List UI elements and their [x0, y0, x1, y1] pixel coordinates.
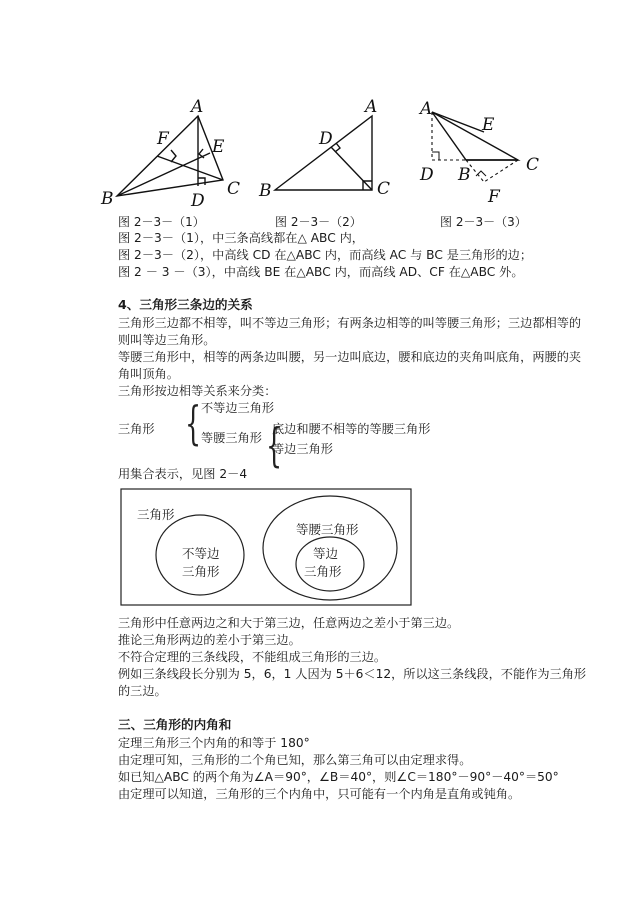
venn-label-isosceles: 等腰三角形 [296, 522, 359, 537]
paragraph: 由定理可知，三角形的二个角已知，那么第三角可以由定理求得。 [118, 753, 472, 767]
note-2: 图 2－3－（2），中高线 CD 在△ABC 内，而高线 AC 与 BC 是三角形的边； [118, 248, 533, 262]
venn-label-left: 三角形 [182, 564, 220, 579]
paragraph: 三角形按边相等关系来分类： [118, 384, 277, 398]
paragraph: 三角形三边都不相等，叫不等边三角形；有两条边相等的叫等腰三角形；三边都相等的 [118, 316, 582, 330]
paragraph: 角叫顶角。 [118, 367, 179, 381]
figure-2-3-2 [255, 98, 405, 208]
label-B: B [101, 189, 114, 209]
classification-item: 底边和腰不相等的等腰三角形 [272, 422, 431, 436]
note-1: 图 2－3－（1），中三条高线都在△ ABC 内， [118, 231, 364, 245]
brace-icon: { [266, 418, 283, 472]
label-D: D [319, 129, 333, 149]
paragraph: 推论三角形两边的差小于第三边。 [118, 633, 301, 647]
classification-item: 等边三角形 [272, 442, 333, 456]
paragraph: 三角形中任意两边之和大于第三边，任意两边之差小于第三边。 [118, 616, 460, 630]
paragraph: 例如三条线段长分别为 5，6，1 人因为 5＋6＜12，所以这三条线段，不能作为三角形 [118, 667, 587, 681]
label-C: C [227, 179, 241, 199]
label-D: D [420, 165, 434, 185]
label-A: A [365, 98, 378, 117]
figure-caption-3: 图 2－3－（3） [440, 215, 527, 229]
figure-2-3-3 [412, 98, 552, 208]
label-F: F [488, 187, 500, 207]
section-heading: 三、三角形的内角和 [118, 717, 232, 732]
venn-label-left: 不等边 [182, 546, 220, 561]
paragraph: 的三边。 [118, 684, 167, 698]
label-A: A [420, 99, 433, 119]
label-D: D [191, 191, 205, 211]
figure-caption-1: 图 2－3－（1） [118, 215, 205, 229]
label-A: A [191, 98, 204, 117]
label-E: E [212, 137, 225, 157]
classification-item: 不等边三角形 [201, 401, 275, 415]
label-B: B [458, 165, 471, 185]
label-C: C [526, 155, 540, 175]
brace-icon: { [185, 396, 202, 450]
venn-label-equilateral: 三角形 [304, 564, 342, 579]
figure-caption-2: 图 2－3－（2） [275, 215, 362, 229]
paragraph: 等腰三角形中，相等的两条边叫腰，另一边叫底边，腰和底边的夹角叫底角，两腰的夹 [118, 350, 582, 364]
paragraph: 如已知△ABC 的两个角为∠A＝90°，∠B＝40°，则∠C＝180°－90°－40°＝50° [118, 770, 559, 784]
label-E: E [482, 115, 495, 135]
label-B: B [259, 181, 272, 201]
label-C: C [377, 179, 391, 199]
paragraph: 则叫等边三角形。 [118, 333, 216, 347]
figure-2-3-1 [95, 98, 255, 213]
classification-root: 三角形 [118, 422, 155, 436]
paragraph: 不符合定理的三条线段，不能组成三角形的三边。 [118, 650, 387, 664]
note-3: 图 2 － 3 －（3），中高线 BE 在△ABC 内，而高线 AD、CF 在△ABC 外。 [118, 265, 524, 279]
section-heading: 4、三角形三条边的关系 [118, 297, 253, 312]
venn-label-outer: 三角形 [137, 507, 175, 522]
paragraph: 定理三角形三个内角的和等于 180° [118, 736, 310, 750]
venn-label-equilateral: 等边 [313, 546, 339, 561]
classification-item: 等腰三角形 [201, 431, 262, 445]
paragraph: 用集合表示，见图 2－4 [118, 467, 248, 481]
paragraph: 由定理可以知道，三角形的三个内角中，只可能有一个内角是直角或钝角。 [118, 787, 521, 801]
label-F: F [157, 129, 169, 149]
